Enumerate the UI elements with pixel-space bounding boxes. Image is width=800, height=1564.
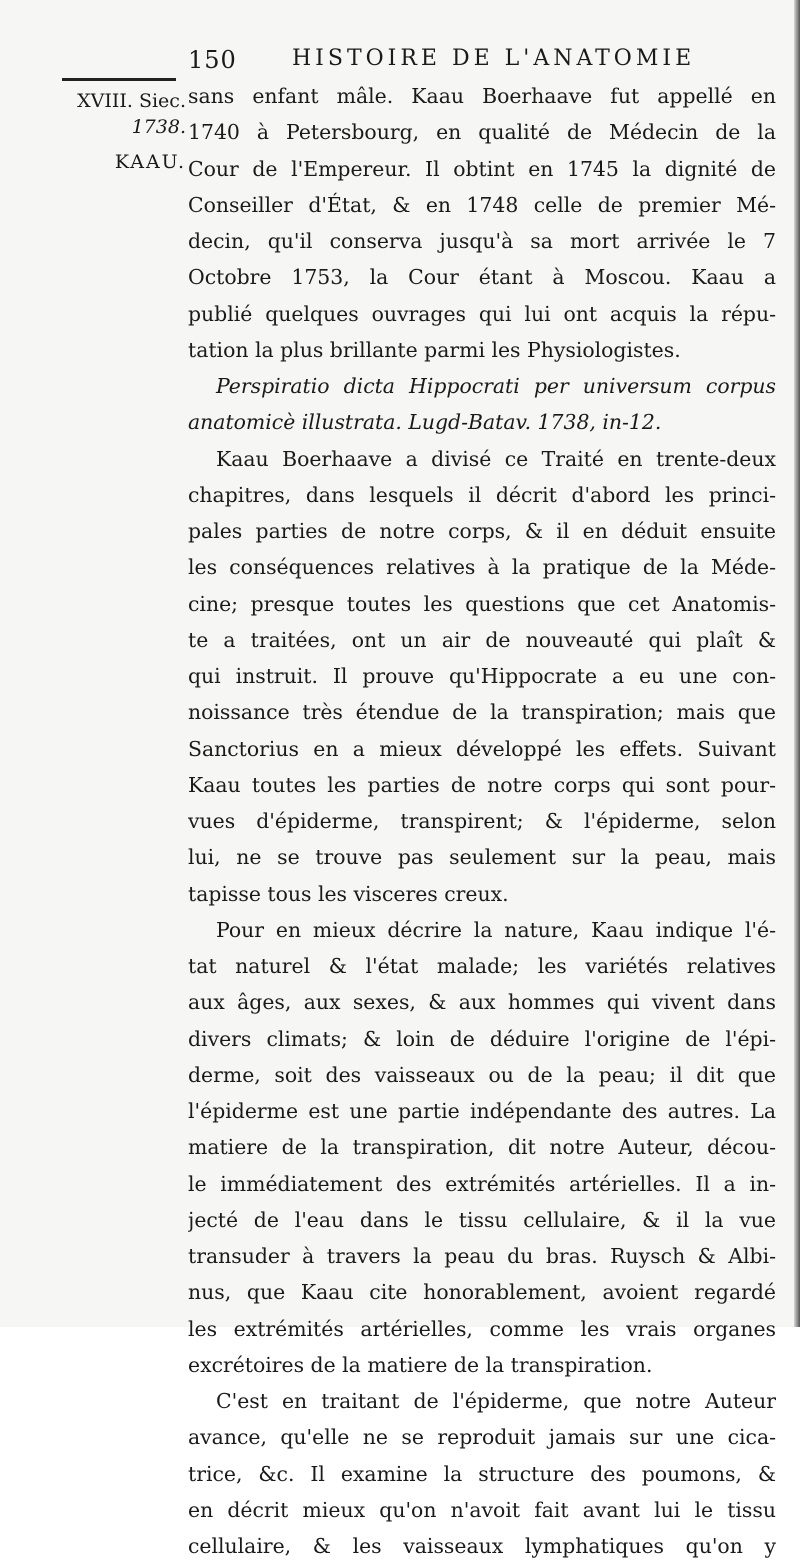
text-line: Octobre 1753, la Cour étant à Moscou. Kaau a: [188, 265, 776, 290]
running-title: HISTOIRE DE L'ANATOMIE: [292, 46, 696, 71]
text-line: lui, ne se trouve pas seulement sur la peau, mais: [188, 845, 776, 870]
margin-notes: [58, 88, 186, 175]
text-line: l'épiderme est une partie indépendante des autres. La: [188, 1099, 776, 1123]
text-line: Pour en mieux décrire la nature, Kaau indique l'é-: [216, 917, 776, 942]
text-line: trice, &c. Il examine la structure des poumons, &: [188, 1461, 776, 1486]
text-line: Kaau toutes les parties de notre corps qui sont pour-: [188, 772, 776, 797]
text-line: tapisse tous les visceres creux.: [188, 881, 509, 906]
margin-author-name: KAAU.: [114, 151, 186, 173]
text-line: le immédiatement des extrémités artérielles. Il a in-: [188, 1171, 776, 1196]
text-line: vues d'épiderme, transpirent; & l'épiderme, selon: [188, 809, 776, 833]
text-line: nus, que Kaau cite honorablement, avoient regardé: [188, 1280, 776, 1305]
text-line: pales parties de notre corps, & il en déduit ensuite: [188, 519, 776, 543]
text-line: derme, soit des vaisseaux ou de la peau; il dit que: [188, 1062, 776, 1087]
margin-year: 1738.: [131, 116, 186, 138]
text-line: noissance très étendue de la transpiration; mais que: [188, 700, 776, 725]
text-line: Perspiratio dicta Hippocrati per universum corpus: [216, 374, 776, 398]
text-line: cellulaire, & les vaisseaux lymphatiques qu'on y: [188, 1534, 776, 1558]
text-line: excrétoires de la matiere de la transpiration.: [188, 1352, 653, 1377]
text-line: aux âges, aux sexes, & aux hommes qui vivent dans: [188, 990, 776, 1015]
text-line: tat naturel & l'état malade; les variétés relatives: [188, 954, 776, 978]
text-line: 1740 à Petersbourg, en qualité de Médecin de la: [188, 120, 776, 145]
text-line: chapitres, dans lesquels il décrit d'abord les princi-: [188, 482, 776, 507]
text-line: les conséquences relatives à la pratique de la Méde-: [188, 555, 776, 580]
text-line: qui instruit. Il prouve qu'Hippocrate a eu une con-: [188, 664, 776, 688]
page-header: [0, 38, 800, 78]
page-edge-shadow: [794, 0, 800, 1327]
text-line: matiere de la transpiration, dit notre Auteur, décou-: [188, 1135, 776, 1160]
text-line: divers climats; & loin de déduire l'origine de l'épi-: [188, 1026, 776, 1051]
text-line: avance, qu'elle ne se reproduit jamais sur une cica-: [188, 1425, 776, 1450]
body-text: [188, 78, 776, 1564]
text-line: Cour de l'Empereur. Il obtint en 1745 la dignité de: [188, 156, 776, 181]
text-line: C'est en traitant de l'épiderme, que notre Auteur: [216, 1389, 776, 1413]
margin-century: XVIII. Siec.: [77, 90, 186, 112]
text-line: anatomicè illustrata. Lugd-Batav. 1738, in-12.: [188, 410, 662, 435]
text-line: en décrit mieux qu'on n'avoit fait avant lui le tissu: [188, 1497, 776, 1522]
text-line: les extrémités artérielles, comme les vrais organes: [188, 1316, 776, 1341]
text-line: publié quelques ouvrages qui lui ont acquis la répu-: [188, 301, 776, 326]
page-number: 150: [188, 46, 237, 74]
text-line: Conseiller d'État, & en 1748 celle de premier Mé-: [188, 192, 776, 217]
text-line: jecté de l'eau dans le tissu cellulaire, & il la vue: [188, 1207, 776, 1232]
text-line: te a traitées, ont un air de nouveauté qui plaît &: [188, 627, 776, 652]
text-line: cine; presque toutes les questions que cet Anatomis-: [188, 591, 776, 616]
text-line: Sanctorius en a mieux développé les effets. Suivant: [188, 736, 776, 761]
text-line: transuder à travers la peau du bras. Ruysch & Albi-: [188, 1244, 776, 1268]
text-line: Kaau Boerhaave a divisé ce Traité en trente-deux: [216, 446, 776, 471]
margin-rule: [62, 78, 176, 81]
text-line: decin, qu'il conserva jusqu'à sa mort arrivée le 7: [188, 229, 776, 253]
text-line: tation la plus brillante parmi les Physiologistes.: [188, 337, 681, 362]
text-line: sans enfant mâle. Kaau Boerhaave fut appellé en: [188, 84, 776, 108]
